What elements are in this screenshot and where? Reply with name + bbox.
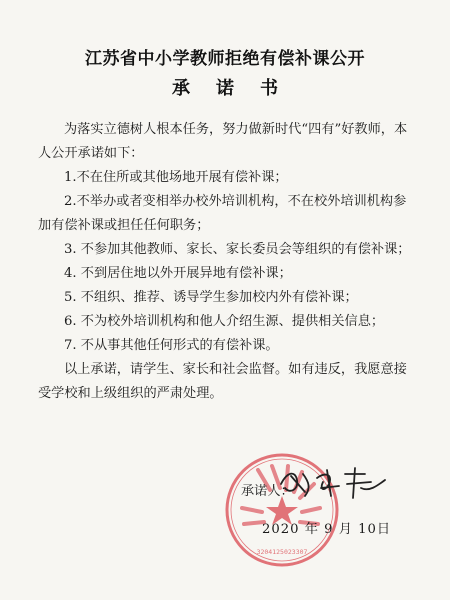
document-title-line1: 江苏省中小学教师拒绝有偿补课公开 — [85, 49, 365, 69]
seal-code: 3204125023307 — [256, 548, 308, 556]
pledge-item-6: 6. 不为校外培训机构和他人介绍生源、提供相关信息； — [64, 314, 385, 329]
pledge-item-2: 2.不举办或者变相举办校外培训机构，不在校外培训机构参加有偿补课或担任任何职务； — [38, 194, 407, 233]
pledge-item-5: 5. 不组织、推荐、诱导学生参加校内外有偿补课； — [64, 290, 358, 305]
pledger-label: 承诺人： — [241, 484, 294, 499]
pledge-item-7: 7. 不从事其他任何形式的有偿补课。 — [64, 338, 279, 353]
pledge-item-1: 1.不在住所或其他场地开展有偿补课； — [64, 170, 288, 185]
pledge-date: 2020 年 9 月 10日 — [262, 522, 392, 537]
pledge-item-3: 3. 不参加其他教师、家长、家长委员会等组织的有偿补课； — [64, 242, 411, 257]
closing-paragraph: 以上承诺，请学生、家长和社会监督。如有违反，我愿意接受学校和上级组织的严肃处理。 — [38, 362, 407, 401]
pledge-item-4: 4. 不到居住地以外开展异地有偿补课； — [64, 266, 292, 281]
intro-paragraph: 为落实立德树人根本任务，努力做新时代“四有”好教师，本人公开承诺如下： — [38, 122, 408, 161]
handwritten-signature-icon — [275, 462, 395, 502]
document-body — [38, 118, 418, 406]
document-title-line2: 承诺书 — [172, 78, 304, 99]
